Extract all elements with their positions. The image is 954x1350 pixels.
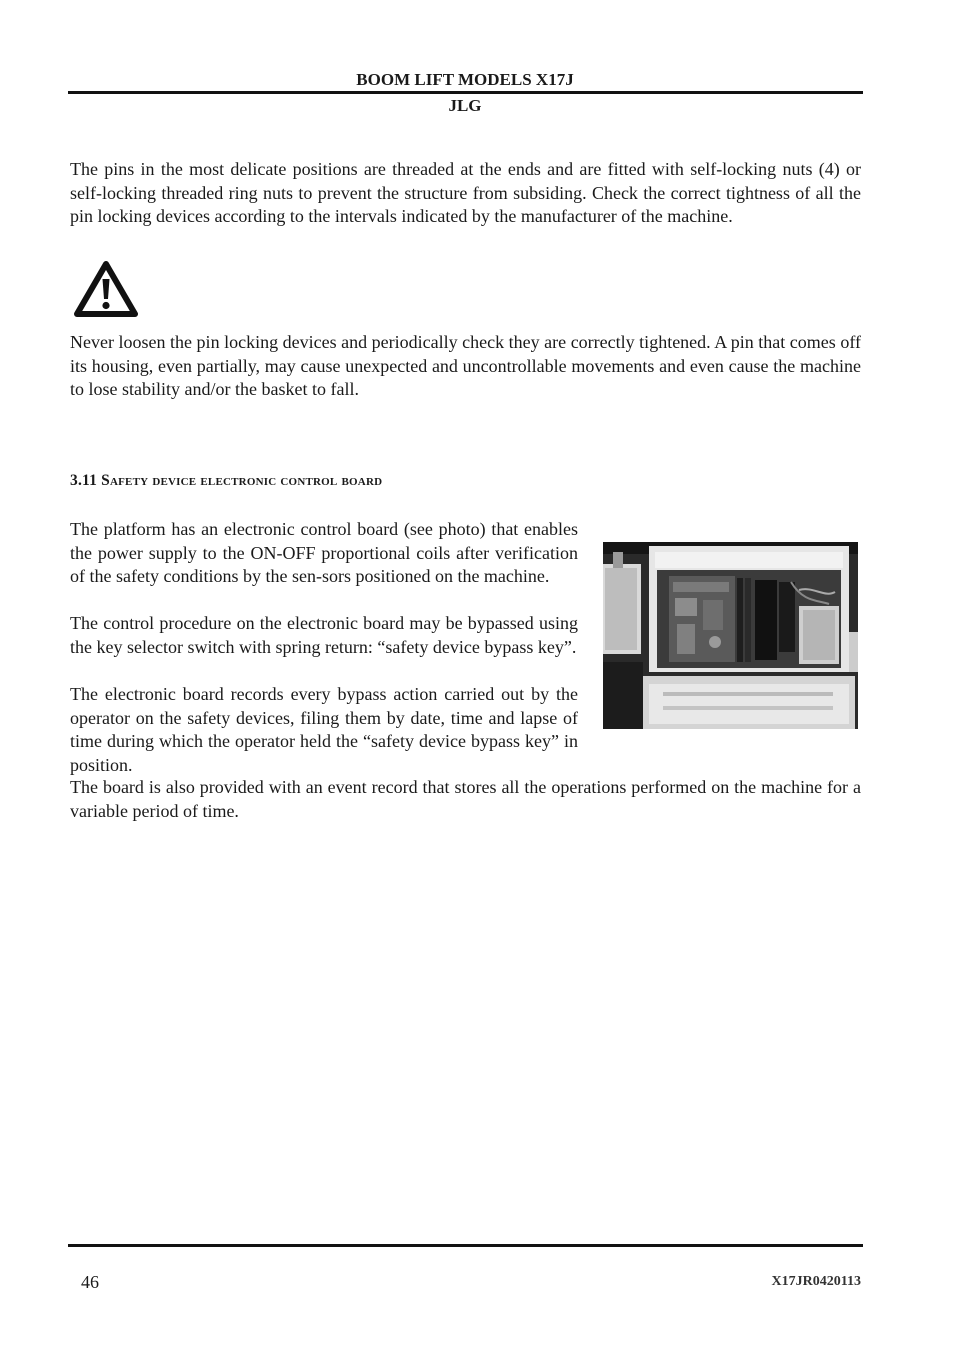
page-number: 46	[81, 1272, 99, 1292]
warning-triangle-icon	[74, 261, 138, 317]
document-code: X17JR0420113	[771, 1274, 861, 1289]
header-title: BOOM LIFT MODELS X17J	[356, 70, 574, 89]
section-paragraph-4: The board is also provided with an event record that stores all the operations performed on the machine for a variable period of time.	[70, 777, 861, 821]
section-paragraph-3: The electronic board records every bypass action carried out by the operator on the safety devices, filing them by date, time and lapse of time during which the operator held the “safety device bypass key” in position.	[70, 684, 578, 775]
intro-paragraph: The pins in the most delicate positions are threaded at the ends and are fitted with self-locking nuts (4) or self-locking threaded ring nuts to prevent the structure from subsiding. Check the correct tightness of all the pin locking devices according to the intervals indicated by the manufacturer of the machine.	[70, 159, 861, 226]
section-heading: 3.11 Safety device electronic control board	[70, 472, 383, 489]
section-paragraph-2: The control procedure on the electronic board may be bypassed using the key selector switch with spring return: “safety device bypass key”.	[70, 613, 578, 657]
header-rule	[68, 91, 863, 94]
header-brand: JLG	[448, 96, 482, 115]
control-board-photo	[603, 542, 858, 729]
warning-paragraph: Never loosen the pin locking devices and periodically check they are correctly tightened. A pin that comes off its housing, even partially, may cause unexpected and uncontrollable movements and even cause the machine to lose stability and/or the basket to fall.	[70, 332, 861, 399]
section-paragraph-1: The platform has an electronic control board (see photo) that enables the power supply to the ON-OFF proportional coils after verification of the safety conditions by the sen-sors positioned on the machine.	[70, 519, 578, 586]
footer-rule	[68, 1244, 863, 1247]
